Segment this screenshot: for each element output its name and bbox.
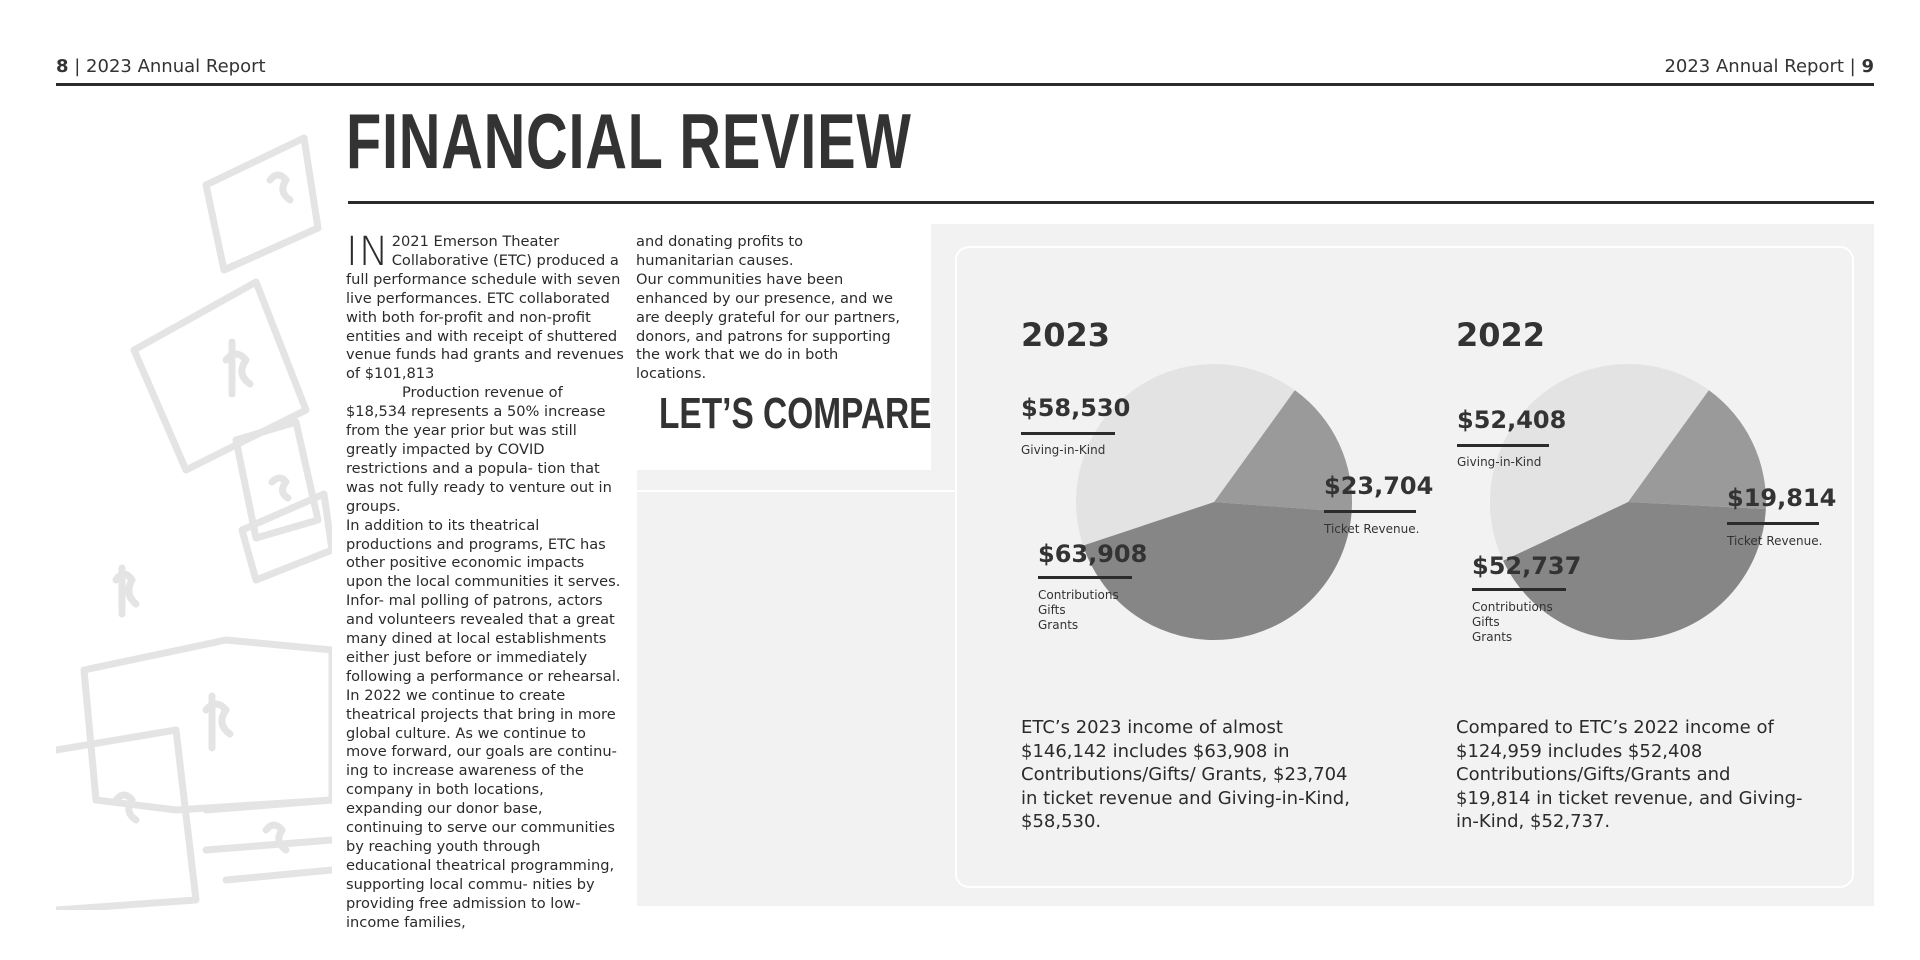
dollar-bill-icon: [134, 282, 306, 470]
dollar-bill-icon: [56, 730, 196, 910]
panel-outline-link: [637, 490, 955, 492]
left-separator: |: [68, 56, 87, 77]
body-paragraph: In addition to its theatrical productions and programs, ETC has other positive economic impacts upon the local communities it serves. Infor- mal polling of patrons, actors and volunteers revealed that a great many dined at local establishments either just before or immediately following a performance or rehearsal.: [346, 516, 621, 685]
chart-2023-description: ETC’s 2023 income of almost $146,142 includes $63,908 in Contributions/Gifts/ Grants, $23,704 in ticket revenue and Giving-in-Kind, $58,530.: [1021, 717, 1350, 832]
dollar-bill-icon: [84, 640, 332, 810]
chart-2023-underline: [1038, 576, 1132, 579]
header-left: [56, 56, 266, 77]
left-page-number: 8: [56, 56, 69, 77]
chart-2022-value-ticket-revenue: $19,814: [1727, 484, 1837, 512]
chart-2023-value-ticket-revenue: $23,704: [1324, 472, 1434, 500]
chart-2022-description: Compared to ETC’s 2022 income of $124,959 includes $52,408 Contributions/Gifts/Grants and $19,814 in ticket revenue, and Giving- in-Kind, $52,737.: [1456, 717, 1803, 832]
chart-2022-underline: [1727, 522, 1819, 525]
chart-2022-underline: [1472, 588, 1566, 591]
body-column-2: [636, 233, 904, 384]
drop-cap: IN: [346, 229, 390, 275]
header-right: [1664, 56, 1874, 77]
chart-2022-label-ticket-revenue: Ticket Revenue.: [1727, 534, 1823, 548]
chart-2022-label-contributions: Contributions Gifts Grants: [1472, 600, 1553, 644]
body-column-1: [346, 229, 624, 933]
chart-2023-underline: [1021, 432, 1115, 435]
chart-2022-underline: [1457, 444, 1549, 447]
dollar-bill-icon: [116, 568, 136, 614]
chart-2023-underline: [1324, 510, 1416, 513]
chart-2023-label-contributions: Contributions Gifts Grants: [1038, 588, 1119, 632]
header-rule: [56, 83, 1874, 86]
chart-2022-title: 2022: [1456, 316, 1546, 354]
chart-2023-value-giving-in-kind: $58,530: [1021, 394, 1131, 422]
dollar-bill-icon: [236, 422, 318, 538]
body-paragraph: Our communities have been enhanced by our presence, and we are deeply grateful for our partners, donors, and patrons for supporting the work that we do in both locations.: [636, 270, 900, 383]
money-doodle-illustration: [56, 110, 332, 910]
chart-2022-label-giving-in-kind: Giving-in-Kind: [1457, 455, 1542, 469]
chart-2023-title: 2023: [1021, 316, 1111, 354]
compare-heading: LET’S COMPARE: [659, 389, 932, 438]
body-paragraph: and donating profits to humanitarian causes.: [636, 233, 804, 269]
chart-2022-value-giving-in-kind: $52,408: [1457, 406, 1567, 434]
body-paragraph: Production revenue of $18,534 represents a 50% increase from the year prior but was still greatly impacted by COVID restrictions and a popula- tion that was not fully ready to venture out in groups.: [346, 384, 612, 515]
right-page-number: 9: [1861, 56, 1874, 77]
chart-2023-label-ticket-revenue: Ticket Revenue.: [1324, 522, 1420, 536]
right-separator: |: [1843, 56, 1862, 77]
right-report-title: 2023 Annual Report: [1664, 56, 1844, 77]
chart-2022-value-contributions: $52,737: [1472, 552, 1582, 580]
body-paragraph: In 2022 we continue to create theatrical projects that bring in more global culture. As we continue to move forward, our goals are continu- ing to increase awareness of the company in both locations, expanding our donor base, continuing to serve our communities by reaching youth through educational theatrical programming, supporting local commu- nities by providing free admission to low-income families,: [346, 686, 617, 931]
left-report-title: 2023 Annual Report: [86, 56, 266, 77]
page-title: FINANCIAL REVIEW: [346, 97, 912, 185]
chart-2023-value-contributions: $63,908: [1038, 540, 1148, 568]
dollar-bill-icon: [206, 138, 318, 270]
title-rule: [348, 201, 1874, 204]
chart-2023-label-giving-in-kind: Giving-in-Kind: [1021, 443, 1106, 457]
body-paragraph: IN 2021 Emerson Theater Collaborative (ETC) produced a full performance schedule with seven live performances. ETC collaborated with both for-profit and non-profit entities and with receipt of shuttered venue funds had grants and revenues of $101,813: [346, 229, 624, 383]
dollar-bill-icon: [206, 800, 332, 880]
